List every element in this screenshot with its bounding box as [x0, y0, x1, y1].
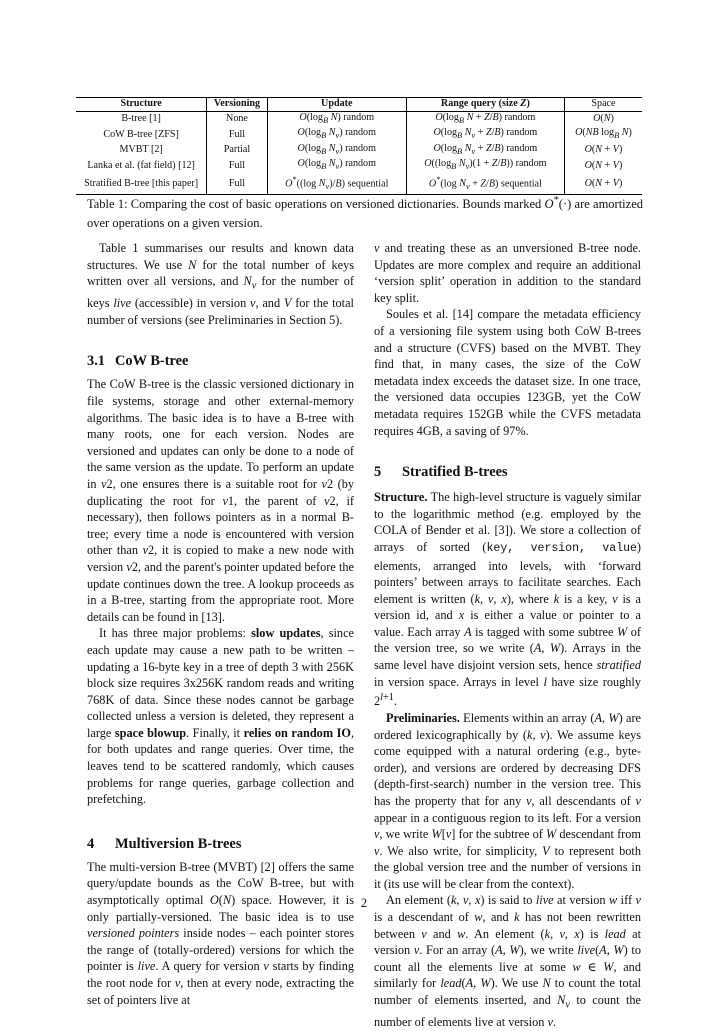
- table-header-row: [76, 98, 642, 112]
- paragraph-live-lead: An element (k, v, x) is said to live at version w iff v is a descendant of w, and k has not been rewritten between v and w. An element (k, v, x) is lead at version v. For an array (A, W), we write live(A, W) to count all the elements live at some w ∈ W, and similarly for lead(A, W). We use N to count the total number of elements inserted, and $N_v$ to count the number of elements live at version v.: [374, 893, 641, 1030]
- cell-structure: Lanka et al. (fat field) [12]: [87, 159, 195, 171]
- table-row: [76, 158, 642, 174]
- page-number: 2: [360, 896, 368, 910]
- cell-structure: B-tree [1]: [121, 113, 161, 125]
- section-heading-4: 4 Multiversion B-trees: [87, 835, 242, 852]
- cell-range: O*(log $N_v + Z/B$) sequential: [406, 174, 564, 194]
- paragraph-preliminaries: Preliminaries. Elements within an array (A, W) are ordered lexicographically by (k, v). We assume keys come equipped with a natural ordering (e.g., byte-order), and versions are ordered by decreasing DFS (depth-first-search) number in the version tree. This has the property that for any v, all descendants of v appear in a contiguous region to its left. For a version v, we write W[v] for the subtree of W descendant from v. We also write, for simplicity, V to represent both the global version tree and the number of versions in it (its use will be clear from the context).: [374, 710, 642, 891]
- table-row: [76, 111, 642, 127]
- table-caption: Table 1: Comparing the cost of basic operations on versioned dictionaries. Bounds marked O*(·) are amortized over operations on a given version.: [87, 195, 643, 231]
- cell-range: $O(\log_B$ $N_v + Z/B$) random: [406, 127, 564, 143]
- left-column: [87, 240, 354, 1008]
- cell-versioning: Full: [207, 127, 267, 143]
- table-row: [76, 127, 642, 143]
- cell-update: $O(\log_B$ N) random: [267, 111, 406, 127]
- section-heading-3-1: 3.1 CoW B-tree: [87, 353, 189, 370]
- cell-update: $O(\log_B$ $N_v$) random: [267, 127, 406, 143]
- cell-structure: CoW B-tree [ZFS]: [103, 128, 179, 140]
- paragraph-mvbt-cont: v and treating these as an unversioned B-tree node. Updates are more complex and require an additional ‘version split’ operation in addition to the standard key split.: [374, 241, 641, 305]
- header-update: Update: [267, 98, 406, 112]
- header-range-query: Range query (size Z): [406, 98, 564, 112]
- cell-range: $O(\log_B$ N + Z/B) random: [406, 111, 564, 127]
- cell-versioning: Partial: [207, 143, 267, 159]
- section-heading-5: 5 Stratified B-trees: [374, 464, 508, 481]
- header-space: Space: [564, 98, 642, 112]
- header-versioning: Versioning: [207, 98, 267, 112]
- cell-versioning: None: [207, 111, 267, 127]
- header-structure: Structure: [120, 98, 162, 109]
- cell-range: $O(\log_B$ $N_v + Z/B$) random: [406, 143, 564, 159]
- paragraph-soules: Soules et al. [14] compare the metadata efficiency of a versioning file system using both CoW B-trees and a structure (CVFS) based on the MVBT. They find that, in many cases, the size of the CoW metadata index exceeds the dataset size. In one trace, the versioned data occupies 123GB, yet the CoW metadata requires 152GB while the CVFS metadata requires 4GB, a saving of 97%.: [374, 307, 641, 438]
- comparison-table: [76, 97, 642, 195]
- paragraph-structure: Structure. The high-level structure is vaguely similar to the logarithmic method (e.g. employed by the COLA of Bender et al. [3]). We store a collection of arrays of sorted (key, version, value) elements, arranged into levels, with ‘forward pointers’ between arrays to facilitate searches. Each element is written (k, v, x), where k is a key, v is a version id, and x is either a value or pointer to a value. Each array A is tagged with some subtree W of the version tree, so we write (A, W). Arrays in the same level have disjoint version sets, hence stratified in version space. Arrays in level l have size roughly $2^{l+1}$.: [374, 490, 642, 709]
- cell-space: O(N): [564, 111, 642, 127]
- cell-range: $O((\log_B$ $N_v)(1 + Z/B)$) random: [406, 158, 564, 174]
- cell-space: O(NB $\log_B N$): [564, 127, 642, 143]
- paragraph-mvbt: The multi-version B-tree (MVBT) [2] offers the same query/update bounds as the CoW B-tree, but with asymptotically optimal O(N) space. However, it is only partially-versioned. The basic idea is to use versioned pointers inside nodes – each pointer stores the range of (totally-ordered) versions for which the pointer is live. A query for version v starts by finding the root node for v, then at every node, extracting the set of pointers live at: [87, 859, 354, 1007]
- cell-versioning: Full: [207, 158, 267, 174]
- cell-structure: Stratified B-tree [this paper]: [84, 177, 199, 189]
- paragraph-intro: Table 1 summarises our results and known data structures. We use N for the total number of keys written over all versions, and $N_v$ for the number of keys live (accessible) in version v, and V for the total number of versions (see Preliminaries in Section 5).: [87, 241, 354, 327]
- cell-update: O*((log $N_v)/B$) sequential: [267, 174, 406, 194]
- paragraph-cow-problems: It has three major problems: slow updates, since each update may cause a new path to be written – updating a 16-byte key in a tree of depth 3 with 256K block size requires 3x256K random reads and writing 768K of data. Since these nodes cannot be garbage collected unless a version is deleted, they represent a large space blowup. Finally, it relies on random IO, for both updates and range queries. Over time, the leaves tend to be scattered randomly, which causes problems for range queries, garbage collection and prefetching.: [87, 626, 355, 807]
- cell-structure: MVBT [2]: [119, 144, 163, 156]
- right-column: [374, 240, 641, 1031]
- table-row: [76, 143, 642, 159]
- cell-versioning: Full: [207, 174, 267, 194]
- cell-update: $O(\log_B$ $N_v$) random: [267, 143, 406, 159]
- cell-space: O(N + V): [564, 143, 642, 159]
- paragraph-cow: The CoW B-tree is the classic versioned dictionary in file systems, storage and other external-memory algorithms. The basic idea is to have a B-tree with many roots, one for each version. Nodes are versioned and updates can only be done to a node of the same version as the update. To perform an update in v2, one ensures there is a suitable root for v2 (by duplicating the root for v1, the parent of v2, if necessary), then follows pointers as in a normal B-tree; every time a node is encountered with version other than v2, it is copied to make a new node with version v2, and the parent's pointer updated before the update continues down the tree. A lookup proceeds as in a B-tree, starting from the appropriate root. More details can be found in [13].: [87, 377, 354, 624]
- cell-space: O(N + V): [564, 158, 642, 174]
- cell-update: $O(\log_B$ $N_v$) random: [267, 158, 406, 174]
- cell-space: O(N + V): [564, 174, 642, 194]
